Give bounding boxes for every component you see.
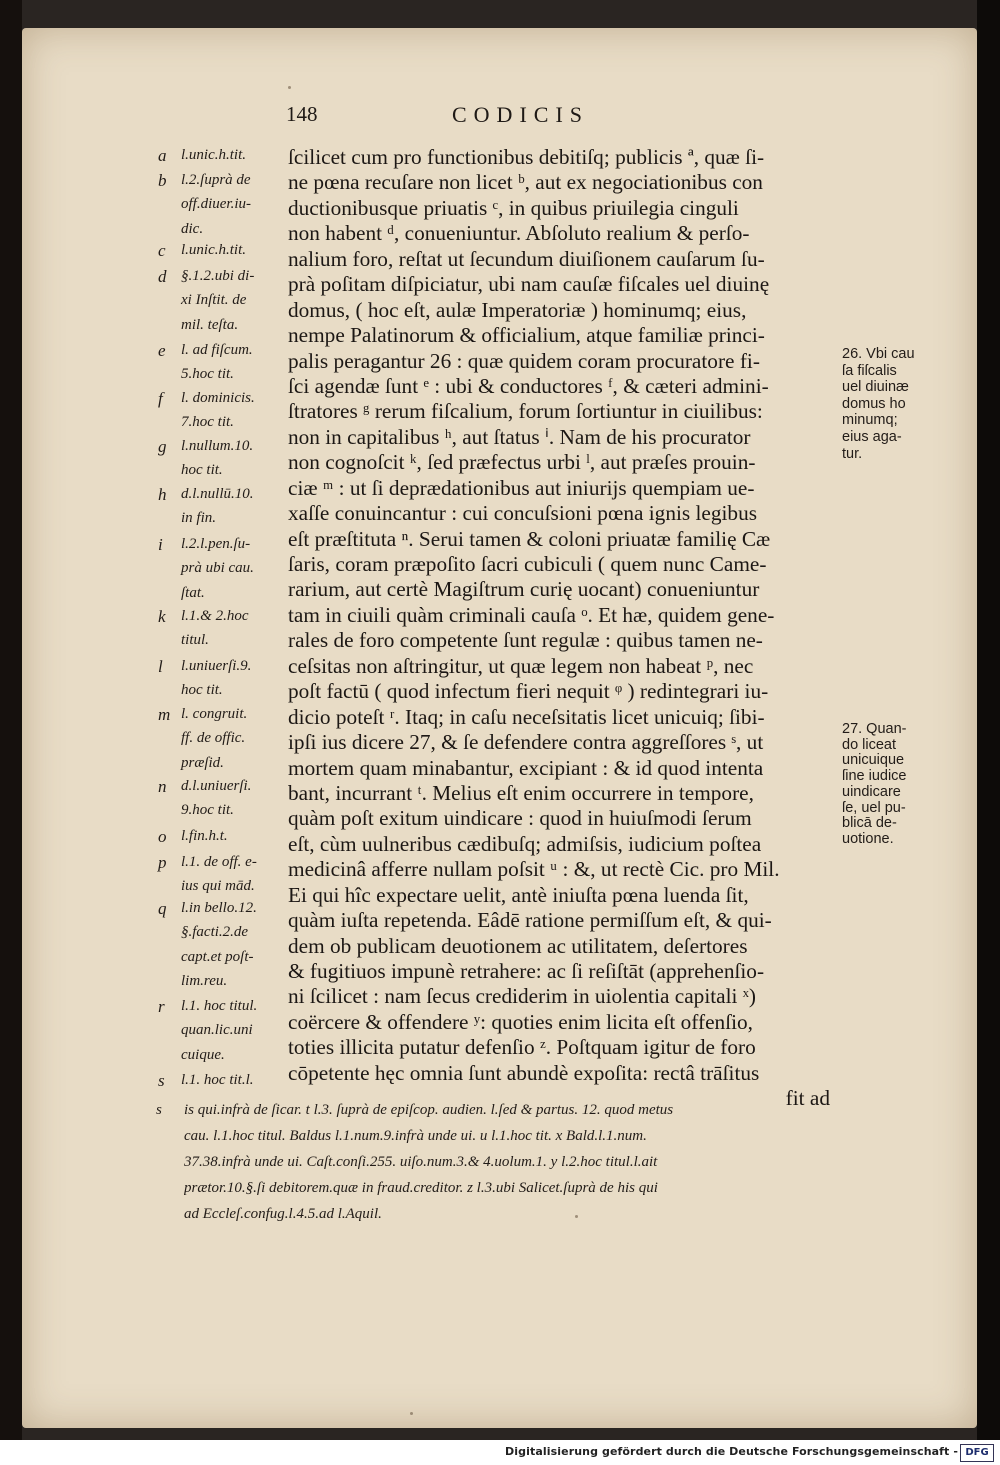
citation-letter: c [158,241,166,260]
dfg-logo: DFG [960,1444,994,1462]
citation-text: l.1. de off. e- [181,854,257,870]
citation-text: titul. [181,632,209,649]
citation-letter: n [158,777,167,796]
citation-letter: h [158,485,167,504]
text-line: ciæ ᵐ : ut ſi deprædationibus aut iniurijs quempiam ue- [288,475,755,500]
text-line: domus, ( hoc eſt, aulæ Imperatoriæ ) hominumq; eius, [288,297,747,322]
main-text-block [288,145,836,1112]
citation-letter: a [158,146,167,165]
side-note-line: uel diuinæ [842,379,909,396]
text-line: ne pœna recuſare non licet ᵇ, aut ex negociationibus con [288,170,763,195]
text-line: medicinâ afferre nullam poſsit ᵘ : &, ut rectè Cic. pro Mil. [288,857,780,882]
citation-text: d.l.nullū.10. [181,486,254,502]
text-line: ni ſcilicet : nam ſecus crediderim in uiolentia capitali ˣ) [288,984,757,1009]
citation-text: l.unic.h.tit. [181,242,246,258]
citation-text: hoc tit. [181,682,223,699]
text-line: palis peragantur 26 : quæ quidem coram procuratore fi- [288,348,760,373]
side-note-line: minumq; [842,412,898,429]
side-note [842,346,932,462]
page-speck [288,86,291,89]
text-line: quàm poſt exitum uindicare : quod in huiuſmodi ſerum [288,806,752,831]
text-line: eſt, cùm uulneribus cædibuſq; admiſsis, iudicium poſtea [288,831,762,856]
side-note-line: 27. Quan- [842,721,907,737]
side-note-line: uotione. [842,830,894,847]
side-note-line: domus ho [842,395,906,412]
side-note-line: tur. [842,445,863,462]
citation-letter: b [158,171,167,190]
citation-text: l.1.& 2.hoc [181,608,249,624]
text-line: ceſsitas non aſtringitur, ut quæ legem non habeat ᵖ, nec [288,653,754,678]
citation-text: xi Inſtit. de [181,292,247,309]
citation-text: l. dominicis. [181,390,255,406]
side-note [842,722,932,848]
text-line: prà poſitam diſpiciatur, ubi nam cauſæ fiſcales uel diuinę [288,272,770,297]
page-number: 148 [286,102,318,126]
text-line: fit ad [785,1086,830,1111]
citation-letter: e [158,341,166,360]
citation-text: l.uniuerſi.9. [181,658,252,674]
scan-left-border [0,0,22,1440]
citation-text: l.1. hoc titul. [181,998,258,1014]
citation-text: dic. [181,220,204,237]
citation-text: l.2.ſuprà de [181,172,251,188]
citation-letter: l [158,657,163,676]
text-line: ſcilicet cum pro functionibus debitiſq; publicis ª, quæ ſi- [288,145,765,169]
citation-letter: g [158,437,167,456]
citation-letter: k [158,607,166,626]
scan-right-border [977,0,1000,1440]
citation-text: ius qui mād. [181,878,255,895]
citation-text: l. ad fiſcum. [181,342,253,358]
side-note-line: eius aga- [842,428,902,445]
text-line: mortem quam minabantur, excipiant : & id quod intenta [288,755,764,780]
side-note-line: do liceat [842,736,897,753]
text-line: & fugitiuos impunè retrahere: ac ſi reſiſtāt (apprehenſio- [288,959,765,983]
citation-text: 7.hoc tit. [181,414,234,431]
side-note-line: ſine iudice [842,768,907,785]
citation-text: l.fin.h.t. [181,828,228,844]
citation-letter: f [158,389,163,408]
citation-text: capt.et poſt- [181,948,254,965]
text-line: non in capitalibus ʰ, aut ſtatus ⁱ. Nam de his procurator [288,424,751,449]
footnote-line: 37.38.infrà unde ui. Caſt.conſi.255. uiſo.num.3.& 4.uolum.1. y l.2.hoc titul.l.ait [184,1154,658,1170]
text-line: Ei qui hîc expectare uelit, antè iniuſta pœna luenda ſit, [288,882,749,907]
text-line: coërcere & offendere ʸ: quoties enim licita eſt offenſio, [288,1009,754,1034]
citation-letter: d [158,267,167,286]
text-line: non habent ᵈ, conueniuntur. Abſoluto realium & perſo- [288,221,750,246]
citation-text: ff. de offic. [181,730,246,747]
text-line: rales de foro competente ſunt regulæ : quibus tamen ne- [288,628,763,653]
side-note-line: blicā de- [842,815,897,832]
citation-text: cuique. [181,1046,225,1063]
citation-text: lim.reu. [181,972,228,989]
text-line: ipſi ius dicere 27, & ſe defendere contra aggreſſores ˢ, ut [288,730,764,755]
citation-text: præſid. [181,754,224,771]
text-line: eſt præſtituta ⁿ. Serui tamen & coloni priuatæ familię Cæ [288,526,771,551]
text-line: ſtratores ᵍ rerum fiſcalium, forum ſortiuntur in ciuilibus: [288,399,763,424]
text-line: toties illicita putatur defenſio ᶻ. Poſtquam igitur de foro [288,1035,756,1060]
text-line: non cognoſcit ᵏ, ſed præfectus urbi ˡ, aut præſes prouin- [288,450,756,475]
citation-letter: q [158,899,167,918]
citation-letter: o [158,827,167,846]
citation-text: 5.hoc tit. [181,366,234,383]
citation-text: l. congruit. [181,706,248,722]
side-note-line: unicuique [842,752,905,769]
citation-text: l.unic.h.tit. [181,147,246,163]
citation-text: §.facti.2.de [181,924,249,941]
digitization-footer [0,1440,1000,1465]
side-note-line: 26. Vbi cau [842,346,915,362]
text-line: tam in ciuili quàm criminali cauſa ᵒ. Et hæ, quidem gene- [288,602,775,627]
citation-letter: i [158,535,163,554]
citation-text: 9.hoc tit. [181,802,234,819]
footer-credit: Digitalisierung gefördert durch die Deutsche Forschungsgemeinschaft - [505,1445,958,1458]
text-line: dem ob publicam deuotionem ac utilitatem, deſertores [288,933,748,958]
side-note-line: uindicare [842,783,901,800]
side-note-line: ſe, uel pu- [842,799,906,816]
footnote-marker: s [156,1102,162,1118]
footnote-line: is qui.infrà de ſicar. t l.3. ſuprà de epiſcop. audien. l.ſed & partus. 12. quod metus [184,1102,674,1118]
text-line: ductionibusque priuatis ᶜ, in quibus priuilegia cinguli [288,195,739,220]
citation-text: d.l.uniuerſi. [181,778,252,794]
text-line: rarium, aut certè Magiſtrum curię uocant) conueniuntur [288,577,760,602]
text-line: poſt factū ( quod infectum fieri nequit ᵠ ) redintegrari iu- [288,679,769,704]
text-line: quàm iuſta repetenda. Eâdē ratione permiſſum eſt, & qui- [288,908,772,933]
text-line: bant, incurrant ᵗ. Melius eſt enim occurrere in tempore, [288,780,754,805]
citation-text: ſtat. [181,584,205,601]
citation-letter: r [158,997,165,1016]
citation-letter: s [158,1071,165,1090]
citation-text: l.1. hoc tit.l. [181,1072,254,1088]
citation-text: hoc tit. [181,462,223,479]
citation-text: l.2.l.pen.ſu- [181,536,251,552]
citation-text: l.in bello.12. [181,900,257,916]
side-note-line: ſa fiſcalis [842,362,897,379]
citation-letter: m [158,705,171,724]
citation-text: mil. teſta. [181,316,239,333]
citation-text: l.nullum.10. [181,438,254,454]
citation-text: §.1.2.ubi di- [181,268,255,284]
text-line: xaſſe conuincantur : cui concuſsioni pœna ignis legibus [288,501,758,526]
footnote-line: prætor.10.§.ſi debitorem.quæ in fraud.creditor. z l.3.ubi Salicet.ſuprà de his qui [184,1180,658,1196]
text-line: nempe Palatinorum & officialium, atque familiæ princi- [288,323,765,348]
text-line: ſaris, coram præpoſito ſacri cubiculi ( quem nunc Came- [288,552,767,576]
footnotes-block [156,1097,834,1227]
citation-text: prà ubi cau. [181,560,254,577]
text-line: cōpetente hęc omnia ſunt abundè expoſita: rectâ trāſitus [288,1060,760,1085]
footnote-line: ad Eccleſ.confug.l.4.5.ad l.Aquil. [184,1206,382,1222]
footnote-line: cau. l.1.hoc titul. Baldus l.1.num.9.infrà unde ui. u l.1.hoc tit. x Bald.l.1.num. [184,1128,647,1144]
running-head: CODICIS [452,102,590,127]
text-line: ſci agendæ ſunt ᵉ : ubi & conductores ᶠ, & cæteri admini- [288,373,769,398]
text-line: dicio poteſt ʳ. Itaq; in caſu neceſsitatis licet unicuiq; ſibi- [288,704,765,729]
citation-text: quan.lic.uni [181,1022,253,1039]
text-line: nalium foro, reſtat ut ſecundum diuiſionem cauſarum ſu- [288,246,765,271]
page-speck [410,1412,413,1415]
citation-text: off.diuer.iu- [181,196,251,213]
citation-text: in fin. [181,510,217,527]
citation-letter: p [158,853,167,872]
